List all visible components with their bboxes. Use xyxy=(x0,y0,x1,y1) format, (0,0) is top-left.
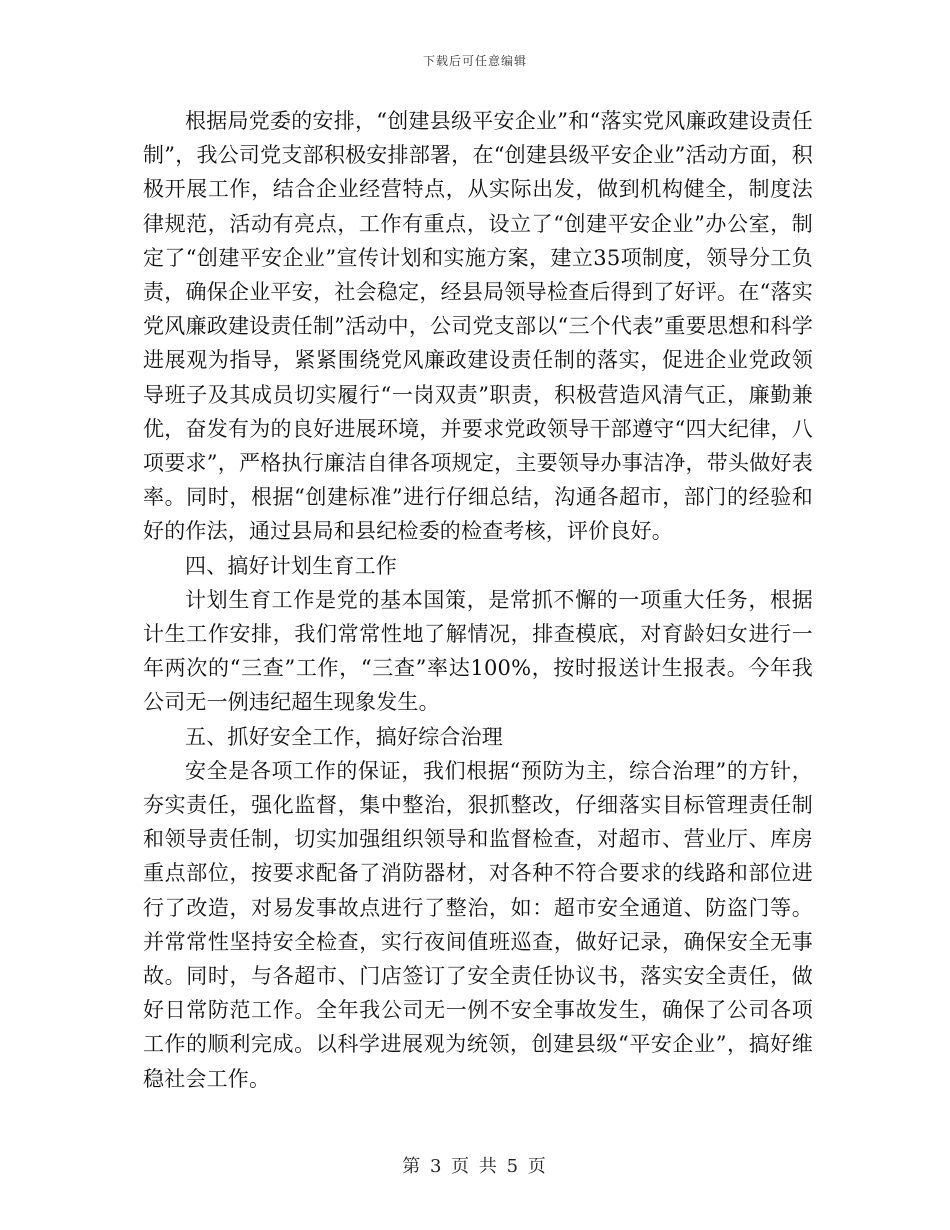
paragraph-safety: 安全是各项工作的保证，我们根据“预防为主，综合治理”的方针，夯实责任，强化监督，集中整治，狠抓整改，仔细落实目标管理责任制和领导责任制，切实加强组织领导和监督检查，对超市、营业厅、库房重点部位，按要求配备了消防器材，对各种不符合要求的线路和部位进行了改造，对易发事故点进行了整治，如：超市安全通道、防盗门等。并常常性坚持安全检查，实行夜间值班巡查，做好记录，确保安全无事故。同时，与各超市、门店签订了安全责任协议书，落实安全责任，做好日常防范工作。全年我公司无一例不安全事故发生，确保了公司各项工作的顺利完成。以科学进展观为统领，创建县级“平安企业”，搞好维稳社会工作。 xyxy=(143,758,813,1091)
section-heading-safety: 五、抓好安全工作，搞好综合治理 xyxy=(185,724,503,749)
section-heading-family-planning: 四、搞好计划生育工作 xyxy=(185,553,397,578)
paragraph-family-planning: 计划生育工作是党的基本国策，是常抓不懈的一项重大任务，根据计生工作安排，我们常常性地了解情况，排查模底，对育龄妇女进行一年两次的“三查”工作，“三查”率达100%，按时报送计生报表。今年我公司无一例违纪超生现象发生。 xyxy=(143,587,813,715)
paragraph-party-building: 根据局党委的安排，“创建县级平安企业”和“落实党风廉政建设责任制”，我公司党支部积极安排部署，在“创建县级平安企业”活动方面，积极开展工作，结合企业经营特点，从实际出发，做到机构健全，制度法律规范，活动有亮点，工作有重点，设立了“创建平安企业”办公室，制定了“创建平安企业”宣传计划和实施方案，建立35项制度，领导分工负责，确保企业平安，社会稳定，经县局领导检查后得到了好评。在“落实党风廉政建设责任制”活动中，公司党支部以“三个代表”重要思想和科学进展观为指导，紧紧围绕党风廉政建设责任制的落实，促进企业党政领导班子及其成员切实履行“一岗双责”职责，积极营造风清气正，廉勤兼优，奋发有为的良好进展环境，并要求党政领导干部遵守“四大纪律，八项要求”，严格执行廉洁自律各项规定，主要领导办事洁净，带头做好表率。同时，根据“创建标准”进行仔细总结，沟通各超市，部门的经验和好的作法，通过县局和县纪检委的检查考核，评价良好。 xyxy=(143,109,813,544)
page-number: 第 3 页 共 5 页 xyxy=(402,1156,548,1177)
page-header-note: 下载后可任意编辑 xyxy=(422,54,527,68)
document-body xyxy=(143,104,813,1096)
